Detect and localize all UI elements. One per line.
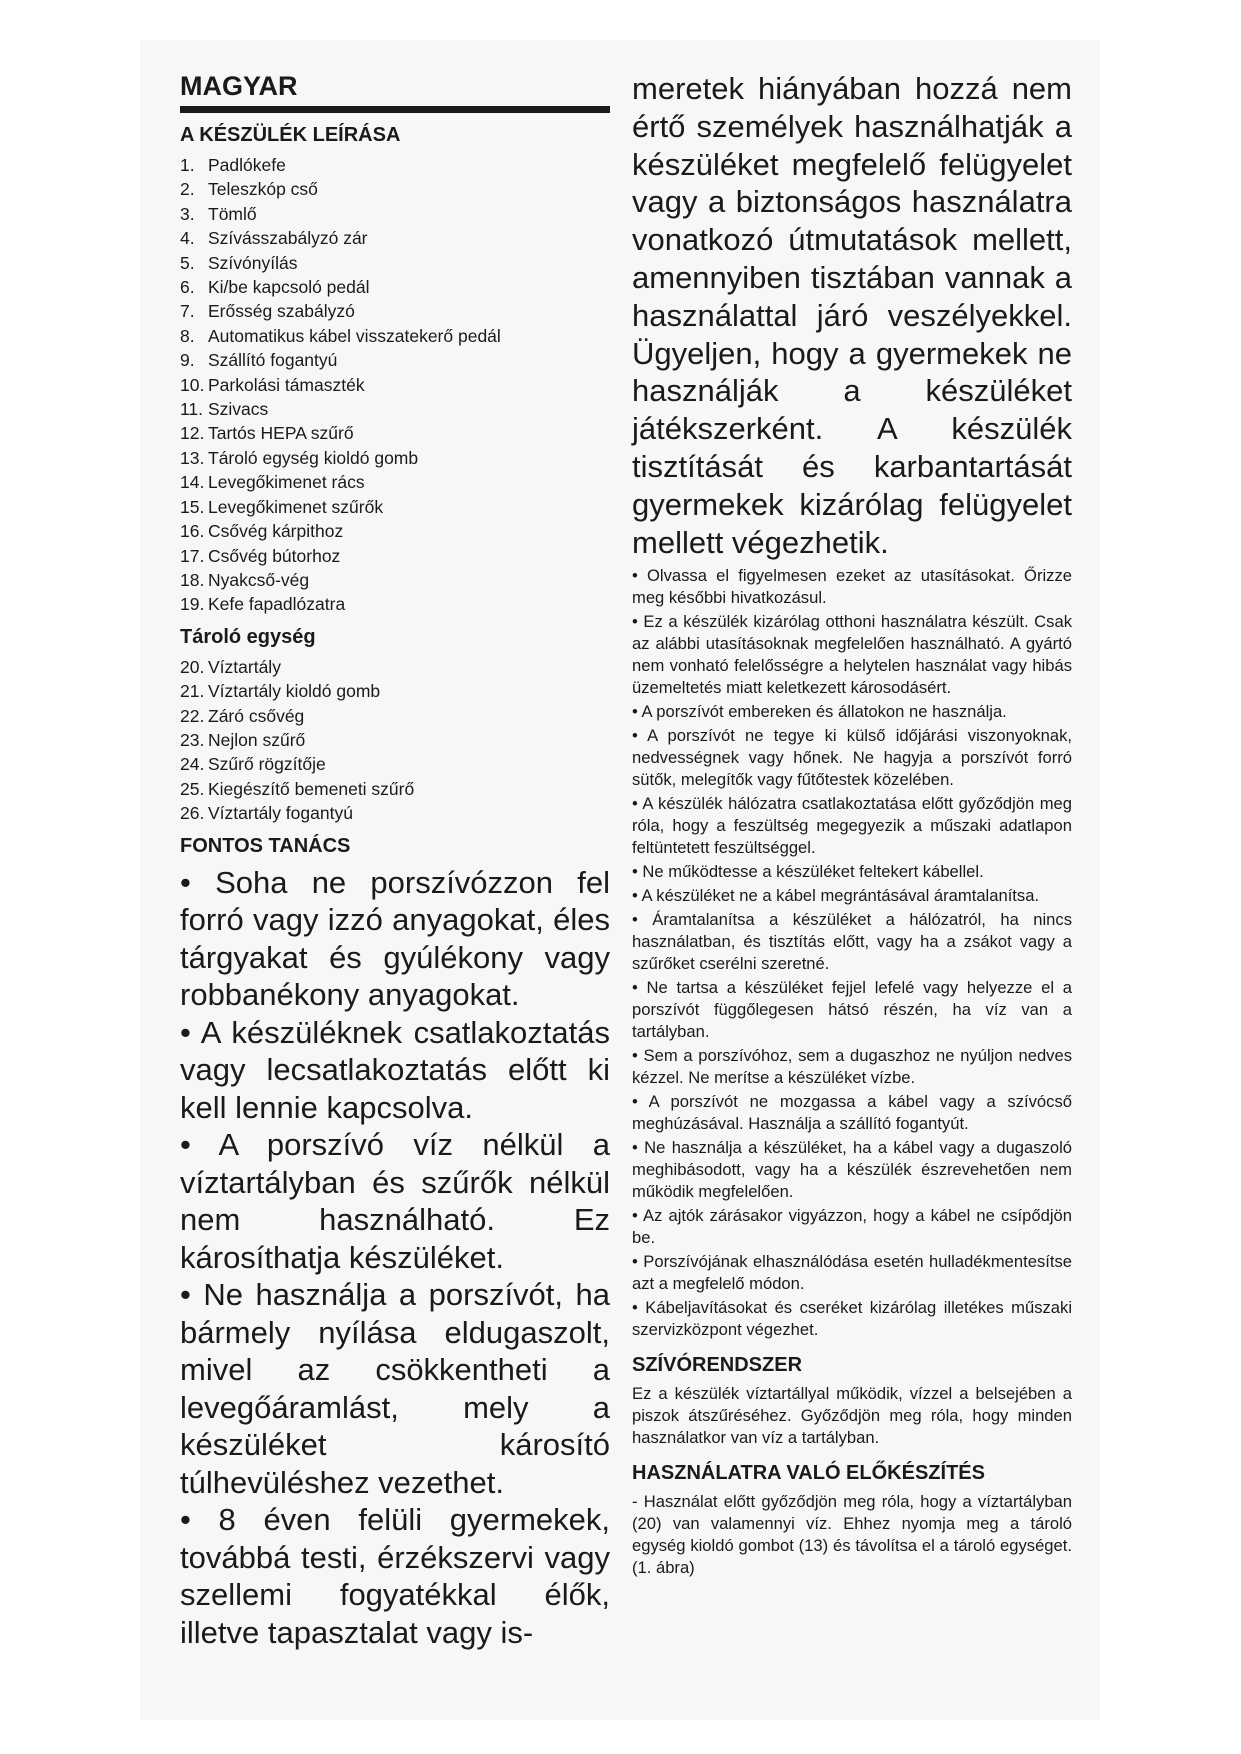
part-label: Víztartály fogantyú	[208, 803, 353, 824]
part-number: 25.	[180, 778, 205, 799]
part-item	[180, 226, 610, 250]
part-number: 17.	[180, 545, 205, 566]
part-label: Tároló egység kioldó gomb	[208, 447, 419, 468]
part-number: 16.	[180, 521, 205, 542]
suction-system-title: SZÍVÓRENDSZER	[632, 1354, 803, 1377]
part-item	[180, 777, 610, 801]
part-item	[180, 728, 610, 752]
part-label: Automatikus kábel visszatekerő pedál	[208, 325, 501, 346]
part-label: Nyakcső-vég	[208, 569, 310, 590]
preparation-text: - Használat előtt győződjön meg róla, hogy a víztartályban (20) van valamennyi víz. Ehhez nyomja meg a tároló egység kioldó gombot (13) és távolítsa el a tároló egységet. (1. ábra)	[632, 1492, 1072, 1578]
part-number: 9.	[180, 350, 195, 371]
safety-bullet: • Ne tartsa a készüléket fejjel lefelé vagy helyezze el a porszívót függőlegesen hátsó részén, ha víz van a tartályban.	[632, 978, 1072, 1042]
part-label: Padlókefe	[208, 155, 286, 175]
part-number: 10.	[180, 374, 205, 395]
part-label: Víztartály kioldó gomb	[208, 681, 381, 702]
safety-bullet: • Porszívójának elhasználódása esetén hulladékmentesítse azt a megfelelő módon.	[632, 1252, 1072, 1294]
part-number: 6.	[180, 277, 195, 298]
part-label: Levegőkimenet rács	[208, 472, 365, 493]
part-number: 21.	[180, 681, 205, 702]
part-label: Víztartály	[208, 656, 281, 677]
part-item	[180, 519, 610, 543]
part-label: Szállító fogantyú	[208, 350, 338, 371]
device-description-title: A KÉSZÜLÉK LEÍRÁSA	[180, 124, 401, 146]
part-item	[180, 655, 610, 679]
part-number: 1.	[180, 155, 195, 175]
safety-bullet: • A porszívót ne tegye ki külső időjárási viszonyoknak, nedvességnek vagy hőnek. Ne hagyja a porszívót forró sütők, melegítők vagy fűtőtestek közelében.	[632, 726, 1072, 790]
part-item	[180, 275, 610, 299]
safety-bullet: • Az ajtók zárásakor vigyázzon, hogy a kábel ne csípődjön be.	[632, 1206, 1072, 1248]
part-item	[180, 679, 610, 703]
part-number: 4.	[180, 228, 195, 249]
safety-bullets	[632, 565, 1072, 1341]
suction-system-text: Ez a készülék víztartállyal működik, vízzel a belsejében a piszok átszűréséhez. Győződjön meg róla, hogy minden használatkor van víz a tartályban.	[632, 1384, 1072, 1448]
part-item	[180, 446, 610, 470]
part-item	[180, 592, 610, 616]
part-number: 2.	[180, 179, 195, 200]
safety-bullet: • A készüléket ne a kábel megrántásával áramtalanítsa.	[632, 886, 1040, 906]
important-paragraph: • A készüléknek csatlakoztatás vagy lecsatlakoztatás előtt ki kell lennie kapcsolva.	[180, 1014, 610, 1125]
device-parts-list	[180, 153, 610, 617]
part-number: 23.	[180, 729, 205, 750]
part-label: Tömlő	[208, 203, 257, 224]
part-label: Záró csővég	[208, 705, 305, 726]
part-item	[180, 324, 610, 348]
storage-unit-title: Tároló egység	[180, 625, 316, 648]
safety-bullet: • Olvassa el figyelmesen ezeket az utasításokat. Őrizze meg későbbi hivatkozásul.	[632, 566, 1072, 608]
part-number: 15.	[180, 496, 205, 517]
part-item	[180, 421, 610, 445]
part-number: 7.	[180, 301, 195, 322]
right-column	[632, 70, 1072, 1581]
part-label: Teleszkóp cső	[208, 179, 318, 200]
important-paragraph: • A porszívó víz nélkül a víztartályban és szűrők nélkül nem használható. Ez károsíthatja készüléket.	[180, 1127, 610, 1275]
important-title: FONTOS TANÁCS	[180, 834, 351, 857]
part-number: 18.	[180, 569, 205, 590]
part-item	[180, 202, 610, 226]
part-label: Tartós HEPA szűrő	[208, 423, 354, 444]
part-item	[180, 470, 610, 494]
part-item	[180, 251, 610, 275]
part-item	[180, 568, 610, 592]
safety-continuation: meretek hiányában hozzá nem értő személyek használhatják a készüléket megfelelő felügyelet vagy a biztonságos használatra vonatkozó útmutatások mellett, amennyiben tisztában vannak a használattal járó veszélyekkel. Ügyeljen, hogy a gyermekek ne használják a készüléket játékszerként. A készülék tisztítását és karbantartását gyermekek kizárólag felügyelet mellett végezhetik.	[632, 71, 1072, 560]
part-item	[180, 704, 610, 728]
part-number: 26.	[180, 803, 205, 824]
part-item	[180, 299, 610, 323]
left-column	[180, 70, 610, 1651]
safety-bullet: • Kábeljavításokat és cseréket kizárólag illetékes műszaki szervizközpont végezhet.	[632, 1298, 1072, 1340]
part-label: Nejlon szűrő	[208, 729, 306, 750]
important-paragraph: • 8 éven felüli gyermekek, továbbá testi, érzékszervi vagy szellemi fogyatékkal élők, illetve tapasztalat vagy is-	[180, 1502, 610, 1650]
part-number: 8.	[180, 325, 195, 346]
part-number: 24.	[180, 754, 205, 775]
part-label: Szivacs	[208, 399, 269, 420]
part-label: Kiegészítő bemeneti szűrő	[208, 778, 415, 799]
part-label: Kefe fapadlózatra	[208, 594, 346, 615]
part-number: 5.	[180, 252, 195, 273]
part-label: Parkolási támaszték	[208, 374, 365, 395]
part-item	[180, 397, 610, 421]
part-number: 13.	[180, 447, 205, 468]
part-label: Ki/be kapcsoló pedál	[208, 277, 370, 298]
part-number: 22.	[180, 705, 205, 726]
safety-bullet: • A porszívót embereken és állatokon ne használja.	[632, 702, 1007, 722]
part-item	[180, 495, 610, 519]
part-label: Szívásszabályzó zár	[208, 228, 368, 249]
part-label: Szívónyílás	[208, 252, 298, 273]
part-number: 12.	[180, 423, 205, 444]
part-item	[180, 153, 610, 177]
part-item	[180, 752, 610, 776]
part-label: Szűrő rögzítője	[208, 754, 326, 775]
part-item	[180, 177, 610, 201]
part-item	[180, 348, 610, 372]
important-paragraph: • Ne használja a porszívót, ha bármely nyílása eldugaszolt, mivel az csökkentheti a levegőáramlást, mely a készüléket károsító túlhevüléshez vezethet.	[180, 1277, 610, 1500]
safety-bullet: • Sem a porszívóhoz, sem a dugaszhoz ne nyúljon nedves kézzel. Ne merítse a készüléket vízbe.	[632, 1046, 1072, 1088]
part-number: 20.	[180, 656, 205, 677]
part-item	[180, 544, 610, 568]
safety-bullet: • Ne működtesse a készüléket feltekert kábellel.	[632, 862, 984, 882]
safety-bullet: • A készülék hálózatra csatlakoztatása előtt győződjön meg róla, hogy a feszültség megegyezik a műszaki adatlapon feltüntetett feszültséggel.	[632, 794, 1072, 858]
storage-parts-list	[180, 655, 610, 826]
important-advice	[180, 864, 610, 1652]
preparation-title: HASZNÁLATRA VALÓ ELŐKÉSZÍTÉS	[632, 1462, 985, 1485]
part-number: 11.	[180, 399, 204, 420]
heading-rule	[180, 106, 610, 113]
safety-bullet: • Ne használja a készüléket, ha a kábel vagy a dugaszoló meghibásodott, vagy ha a készülék észrevehetően nem működik megfelelően.	[632, 1138, 1072, 1202]
part-number: 3.	[180, 203, 195, 224]
part-label: Csővég bútorhoz	[208, 545, 341, 566]
part-label: Levegőkimenet szűrők	[208, 496, 384, 517]
part-label: Csővég kárpithoz	[208, 521, 344, 542]
part-number: 14.	[180, 472, 205, 493]
language-heading: MAGYAR	[180, 71, 298, 101]
part-number: 19.	[180, 594, 205, 615]
part-label: Erősség szabályzó	[208, 301, 355, 322]
safety-bullet: • Ez a készülék kizárólag otthoni használatra készült. Csak az alábbi utasításoknak megfelelően használható. A gyártó nem vonható felelősségre a helytelen használat vagy hibás üzemeltetés miatt keletkezett károsodásért.	[632, 612, 1072, 698]
part-item	[180, 801, 610, 825]
safety-bullet: • Áramtalanítsa a készüléket a hálózatról, ha nincs használatban, és tisztítás előtt, vagy ha a zsákot vagy a szűrőket cserélni szeretné.	[632, 910, 1072, 974]
safety-bullet: • A porszívót ne mozgassa a kábel vagy a szívócső meghúzásával. Használja a szállító fogantyút.	[632, 1092, 1072, 1134]
important-paragraph: • Soha ne porszívózzon fel forró vagy izzó anyagokat, éles tárgyakat és gyúlékony vagy robbanékony anyagokat.	[180, 864, 610, 1013]
part-item	[180, 373, 610, 397]
